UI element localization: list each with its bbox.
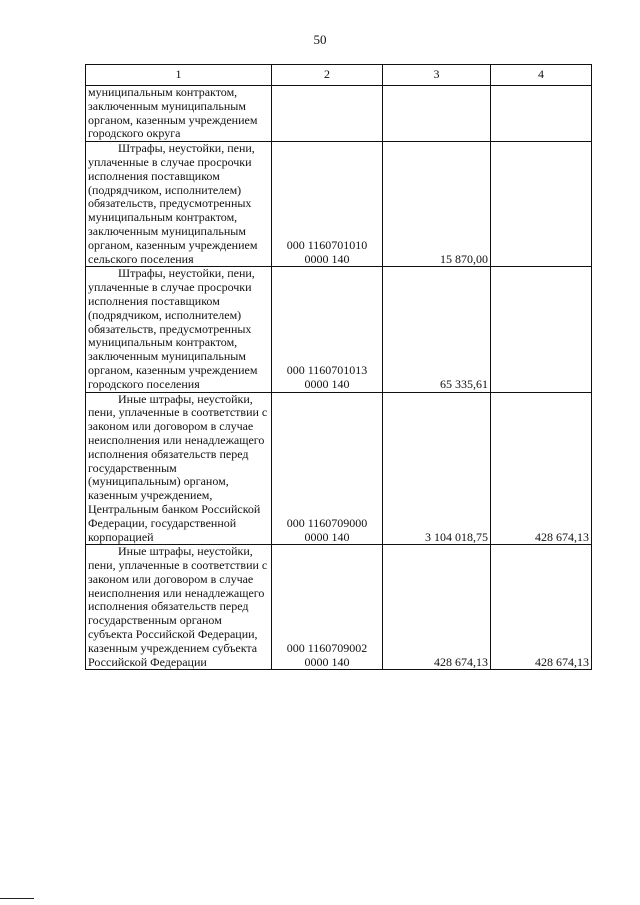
page-number: 50 <box>313 32 327 47</box>
row-classification-code: 000 1160701013 0000 140 <box>272 267 383 392</box>
revenue-table <box>85 64 592 670</box>
footnote-rule <box>0 898 34 899</box>
row-value-col3: 65 335,61 <box>383 267 491 392</box>
row-description <box>86 142 272 267</box>
table-row <box>86 86 592 142</box>
row-value-col4 <box>491 267 592 392</box>
table-body <box>86 86 592 670</box>
row-value-col3: 15 870,00 <box>383 142 491 267</box>
table-row <box>86 142 592 267</box>
row-description <box>86 86 272 142</box>
row-value-col3: 428 674,13 <box>383 545 491 670</box>
row-classification-code <box>272 86 383 142</box>
table-row <box>86 267 592 392</box>
row-value-col4 <box>491 86 592 142</box>
row-description-text: Штрафы, неустойки, пени, уплаченные в случае просрочки исполнения поставщиком (подрядчиком, исполнителем) обязательств, предусмотренных муниципальным контрактом, заключенным муниципальным органом, казенным учреждением сельского поселения <box>88 141 258 266</box>
row-description-text: муниципальным контрактом, заключенным муниципальным органом, казенным учреждением городского округа <box>88 85 258 141</box>
row-description <box>86 545 272 670</box>
table-row <box>86 392 592 545</box>
row-classification-code: 000 1160709000 0000 140 <box>272 392 383 545</box>
row-description-text: Иные штрафы, неустойки, пени, уплаченные в соответствии с законом или договором в случае неисполнения или ненадлежащего исполнения обязательств перед государственным органом субъекта Российской Федерации, казенным учреждением субъекта Российской Федерации <box>88 544 268 669</box>
row-value-col4: 428 674,13 <box>491 392 592 545</box>
column-header-1: 1 <box>86 65 272 86</box>
row-value-col4: 428 674,13 <box>491 545 592 670</box>
column-header-2: 2 <box>272 65 383 86</box>
row-value-col3: 3 104 018,75 <box>383 392 491 545</box>
row-description <box>86 392 272 545</box>
row-classification-code: 000 1160701010 0000 140 <box>272 142 383 267</box>
column-header-3: 3 <box>383 65 491 86</box>
table-header-row <box>86 65 592 86</box>
row-description-text: Штрафы, неустойки, пени, уплаченные в случае просрочки исполнения поставщиком (подрядчиком, исполнителем) обязательств, предусмотренных муниципальным контрактом, заключенным муниципальным органом, казенным учреждением городского поселения <box>88 266 258 391</box>
row-value-col3 <box>383 86 491 142</box>
row-classification-code: 000 1160709002 0000 140 <box>272 545 383 670</box>
row-description-text: Иные штрафы, неустойки, пени, уплаченные в соответствии с законом или договором в случае неисполнения или ненадлежащего исполнения обязательств перед государственным (муниципальным) органом, казенным учреждением, Центральным банком Российской Федерации, государственной корпорацией <box>88 391 268 544</box>
row-value-col4 <box>491 142 592 267</box>
row-description <box>86 267 272 392</box>
column-header-4: 4 <box>491 65 592 86</box>
table-row <box>86 545 592 670</box>
